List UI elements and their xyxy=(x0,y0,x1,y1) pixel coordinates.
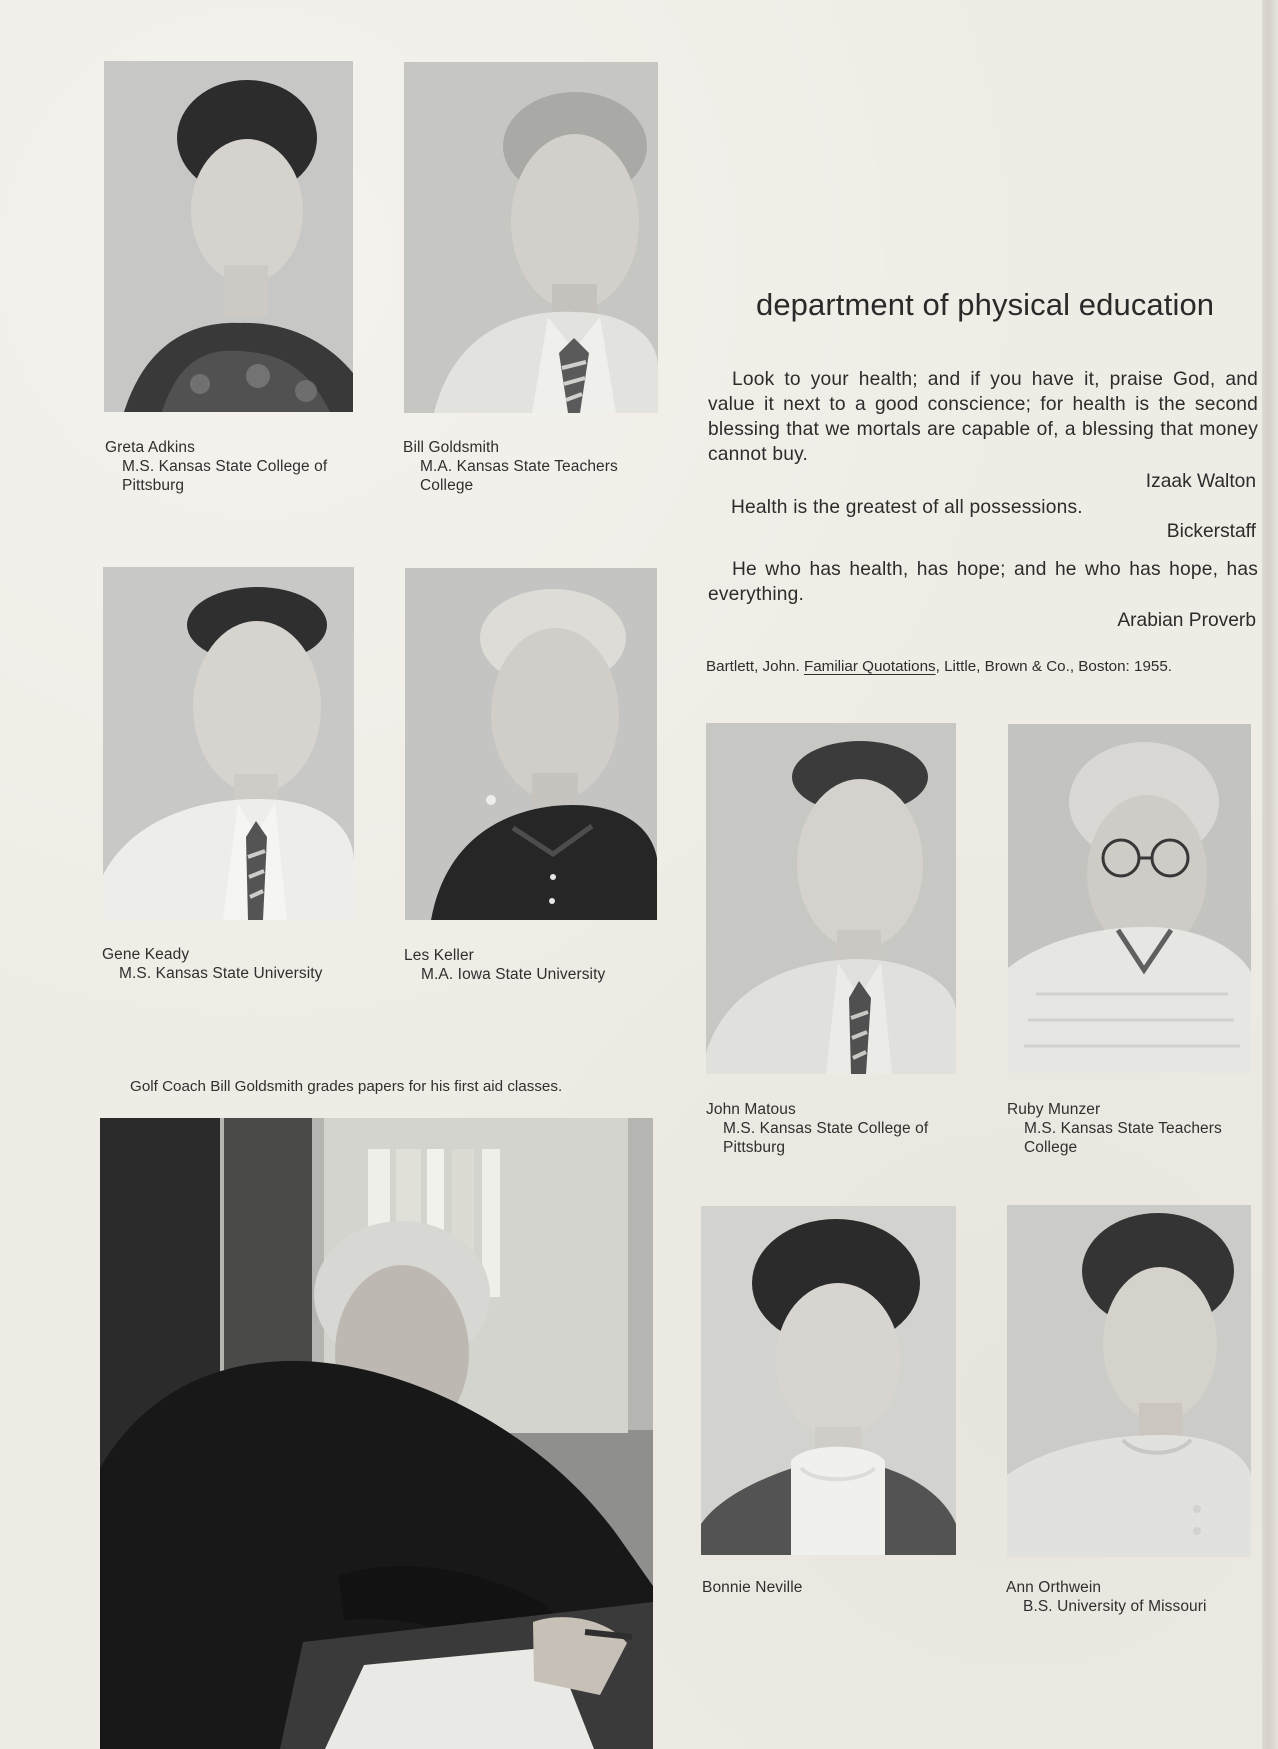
caption-ruby-munzer xyxy=(1007,1100,1222,1157)
quote-author-izaak-walton: Izaak Walton xyxy=(1145,471,1256,492)
quote-text: Look to your health; and if you have it, praise God, and value it next to a good conscience; for health is the second blessing that we mortals are capable of, a blessing that money cannot buy. xyxy=(708,369,1258,465)
caption-gene-keady xyxy=(102,945,323,983)
caption-bill-goldsmith xyxy=(403,438,618,495)
quote-bickerstaff xyxy=(731,495,1278,520)
faculty-degree: M.S. Kansas State Teachers College xyxy=(1024,1120,1222,1156)
caption-bonnie-neville xyxy=(702,1578,803,1597)
main-photo-caption: Golf Coach Bill Goldsmith grades papers for his first aid classes. xyxy=(130,1078,563,1095)
portrait-gene-keady xyxy=(103,567,354,920)
quote-author-arabian-proverb: Arabian Proverb xyxy=(1117,610,1256,631)
quote-text: He who has health, has hope; and he who has hope, has everything. xyxy=(708,559,1258,605)
portrait-bonnie-neville xyxy=(701,1206,956,1555)
faculty-degree: M.S. Kansas State University xyxy=(119,965,323,982)
quote-arabian-proverb xyxy=(708,557,1258,607)
caption-les-keller xyxy=(404,946,605,984)
caption-john-matous xyxy=(706,1100,928,1157)
photo-bill-goldsmith-grading-papers xyxy=(100,1118,653,1749)
portrait-bill-goldsmith xyxy=(404,62,658,413)
page-title: department of physical education xyxy=(756,287,1215,322)
faculty-name: Greta Adkins xyxy=(105,439,195,456)
portrait-john-matous xyxy=(706,723,956,1074)
faculty-degree: B.S. University of Missouri xyxy=(1023,1598,1207,1615)
faculty-name: Ruby Munzer xyxy=(1007,1101,1101,1118)
faculty-name: Bill Goldsmith xyxy=(403,439,500,456)
caption-greta-adkins xyxy=(105,438,327,495)
portrait-les-keller xyxy=(405,568,657,920)
page-binding-edge xyxy=(1262,0,1278,1749)
faculty-degree: M.A. Kansas State Teachers College xyxy=(420,458,618,494)
faculty-name: Bonnie Neville xyxy=(702,1579,803,1596)
portrait-ruby-munzer xyxy=(1008,724,1251,1073)
faculty-degree: M.A. Iowa State University xyxy=(421,966,606,983)
reference-prefix: Bartlett, John. xyxy=(706,658,804,675)
faculty-degree: M.S. Kansas State College of Pittsburg xyxy=(723,1120,929,1156)
quote-text: Health is the greatest of all possessions. xyxy=(731,497,1083,518)
faculty-name: Gene Keady xyxy=(102,946,190,963)
quote-reference xyxy=(706,657,1172,677)
faculty-name: Les Keller xyxy=(404,947,474,964)
faculty-degree: M.S. Kansas State College of Pittsburg xyxy=(122,458,328,494)
reference-suffix: , Little, Brown & Co., Boston: 1955. xyxy=(935,658,1173,675)
reference-book-title: Familiar Quotations xyxy=(803,658,936,675)
quote-izaak-walton xyxy=(708,367,1258,467)
portrait-ann-orthwein xyxy=(1007,1205,1251,1557)
caption-ann-orthwein xyxy=(1006,1578,1207,1616)
portrait-greta-adkins xyxy=(104,61,353,412)
quote-author-bickerstaff: Bickerstaff xyxy=(1166,521,1256,542)
faculty-name: Ann Orthwein xyxy=(1006,1579,1102,1596)
faculty-name: John Matous xyxy=(706,1101,796,1118)
